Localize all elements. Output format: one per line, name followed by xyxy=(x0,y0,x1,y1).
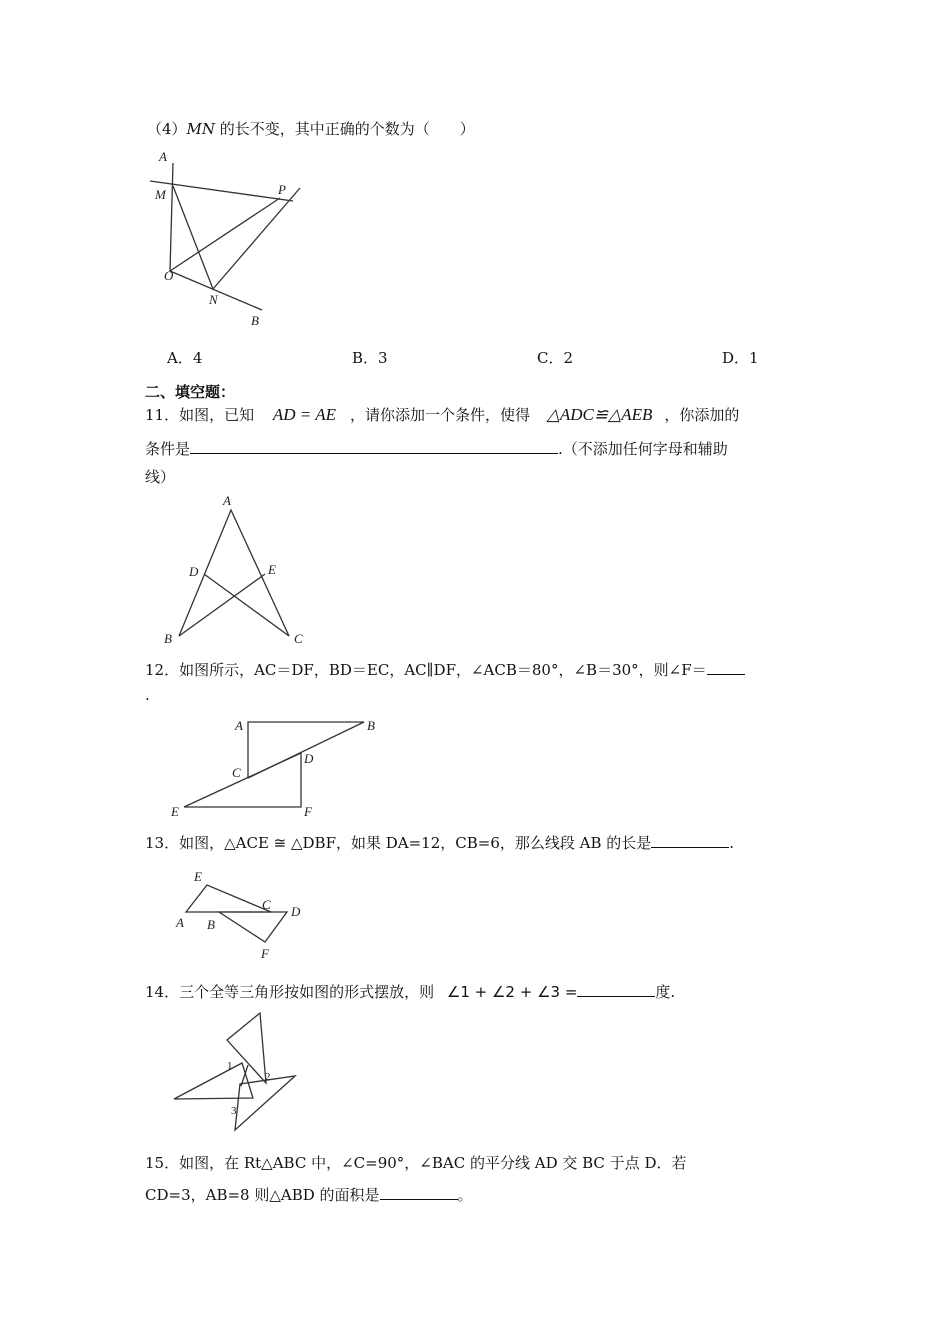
q11-label-a: A xyxy=(223,493,231,508)
q14-label-2: 2 xyxy=(265,1071,271,1083)
q11-label-c: C xyxy=(294,631,303,646)
q13-label-f: F xyxy=(261,946,269,960)
q11-label-e: E xyxy=(268,562,276,577)
q14-line1 xyxy=(145,980,675,1002)
q12-text: 如图所示，AC＝DF，BD＝EC，AC∥DF，∠ACB＝80°，∠B＝30°，则∠F＝ xyxy=(179,661,707,679)
q10-figure xyxy=(145,148,315,333)
q10-label-b: B xyxy=(251,313,259,328)
q12-label-b: B xyxy=(367,718,375,733)
q13-label-e: E xyxy=(194,869,202,884)
q10-label-p: P xyxy=(278,182,286,197)
q12-label-e: E xyxy=(171,804,179,819)
q11-figure xyxy=(160,490,320,650)
q12-label-a: A xyxy=(235,718,243,733)
q13-line1 xyxy=(145,831,734,853)
q12-label-c: C xyxy=(232,765,241,780)
q13-figure xyxy=(172,865,312,960)
q15-number: 15． xyxy=(145,1154,180,1172)
q11-text3: ，你添加的 xyxy=(664,406,740,424)
q15-answer-blank[interactable] xyxy=(380,1183,458,1200)
q13-triangle-dbf xyxy=(219,912,287,942)
q13-triangle-ace xyxy=(186,885,271,912)
q10-line-mn xyxy=(173,186,213,289)
q12-lower-triangle xyxy=(184,753,301,807)
q10-item4-text: 的长不变，其中正确的个数为（ ） xyxy=(215,120,475,138)
q11-line-cd xyxy=(204,574,289,636)
q10-ray-oa xyxy=(170,163,173,271)
q12-line1 xyxy=(145,658,745,680)
q14-figure xyxy=(165,1008,305,1133)
section-heading: 二、填空题： xyxy=(145,383,236,401)
q11-line2-prefix: 条件是 xyxy=(145,440,191,458)
q11-line3: 线） xyxy=(145,468,176,486)
q12-figure xyxy=(170,712,385,820)
q14-triangle-left xyxy=(174,1063,253,1099)
q11-line1 xyxy=(145,404,739,425)
q13-text: 如图，△ACE ≅ △DBF，如果 DA=12，CB=6，那么线段 AB 的长是 xyxy=(179,834,652,852)
q10-label-m: M xyxy=(155,187,166,202)
q12-answer-blank[interactable] xyxy=(707,658,745,675)
q14-triangle-top xyxy=(227,1013,266,1083)
q15-tail: 。 xyxy=(457,1186,473,1204)
q15-text2: CD=3，AB=8 则△ABD 的面积是 xyxy=(145,1186,380,1204)
q10-line-op xyxy=(170,198,280,271)
q10-label-a: A xyxy=(159,149,167,164)
q11-label-b: B xyxy=(164,631,172,646)
q14-triangle-right xyxy=(235,1076,295,1130)
q14-text: 三个全等三角形按如图的形式摆放，则 xyxy=(179,983,435,1001)
q11-text1: 如图，已知 xyxy=(179,406,255,424)
q11-label-d: D xyxy=(189,564,199,579)
q10-item4-math: MN xyxy=(186,120,216,138)
q14-label-1: 1 xyxy=(227,1060,233,1072)
q10-label-o: O xyxy=(164,268,174,283)
q13-label-a: A xyxy=(176,915,184,930)
q11-math1: AD = AE xyxy=(272,405,336,424)
q14-label-3: 3 xyxy=(231,1105,237,1117)
q12-label-d: D xyxy=(304,751,314,766)
q10-option-c[interactable]: C．2 xyxy=(537,349,574,367)
q15-text1: 如图，在 Rt△ABC 中，∠C=90°，∠BAC 的平分线 AD 交 BC 于点 D．若 xyxy=(179,1154,687,1172)
q10-label-n: N xyxy=(209,292,218,307)
q12-label-f: F xyxy=(304,804,312,819)
q13-label-b: B xyxy=(207,917,215,932)
q11-line2 xyxy=(145,437,728,459)
q10-item4-prefix: （4） xyxy=(147,120,187,138)
q14-number: 14． xyxy=(145,983,180,1001)
q13-answer-blank[interactable] xyxy=(651,831,729,848)
q13-label-d: D xyxy=(291,904,301,919)
q11-answer-blank[interactable] xyxy=(190,437,558,454)
q10-option-d[interactable]: D．1 xyxy=(722,349,759,367)
q10-option-b[interactable]: B．3 xyxy=(352,349,388,367)
q15-line1 xyxy=(145,1152,686,1173)
q13-tail: . xyxy=(729,834,735,852)
q11-number: 11． xyxy=(145,406,180,424)
q11-text2: ，请你添加一个条件，使得 xyxy=(350,406,531,424)
q15-line2 xyxy=(145,1183,473,1205)
q13-number: 13． xyxy=(145,834,180,852)
q14-answer-blank[interactable] xyxy=(577,980,655,997)
q11-math2: △ADC≌△AEB xyxy=(546,405,653,424)
q10-line-pn xyxy=(213,188,300,289)
q10-item4 xyxy=(147,118,475,139)
q10-option-a[interactable]: A．4 xyxy=(167,349,203,367)
q14-tail: 度. xyxy=(655,983,676,1001)
q11-line2-suffix: .（不添加任何字母和辅助 xyxy=(558,440,728,458)
q12-number: 12． xyxy=(145,661,180,679)
q12-tail: . xyxy=(145,686,150,704)
q13-label-c: C xyxy=(262,897,271,912)
q14-math: ∠1 + ∠2 + ∠3 = xyxy=(446,983,578,1001)
